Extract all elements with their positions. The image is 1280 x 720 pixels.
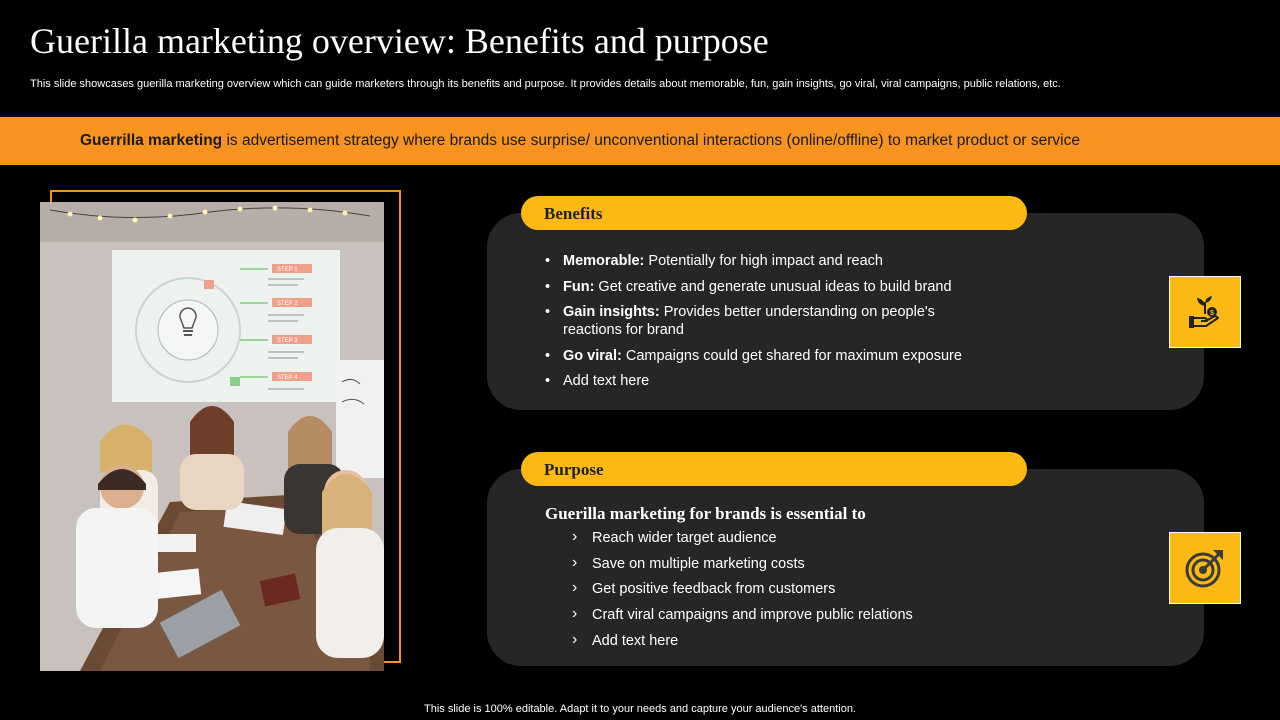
- list-item: [545, 278, 985, 296]
- svg-text:$: $: [1210, 310, 1214, 317]
- benefit-text: Potentially for high impact and reach: [644, 253, 883, 269]
- hand-with-plant-and-coin-icon: [1169, 276, 1241, 348]
- list-item: [545, 372, 985, 390]
- benefit-text: Get creative and generate unusual ideas to build brand: [594, 278, 952, 295]
- target-with-arrow-icon: [1169, 532, 1241, 604]
- benefit-term: Go viral:: [563, 347, 622, 364]
- definition-banner: [0, 117, 1280, 165]
- benefits-list: [545, 252, 985, 398]
- list-item: › Save on multiple marketing costs: [572, 555, 913, 573]
- benefit-text: Add text here: [563, 373, 650, 389]
- benefit-term: Gain insights:: [563, 304, 660, 320]
- banner-term: Guerrilla marketing: [80, 132, 223, 149]
- meeting-photo: [40, 202, 384, 671]
- purpose-header: [521, 452, 1027, 486]
- slide-title: Guerilla marketing overview: Benefits and purpose: [30, 21, 769, 61]
- purpose-list: [572, 529, 913, 657]
- list-item: › Add text here: [572, 632, 913, 650]
- benefits-heading: Benefits: [544, 204, 603, 223]
- list-item: [545, 252, 985, 270]
- list-item: › Reach wider target audience: [572, 529, 913, 547]
- projector-step-label: STEP 3: [277, 338, 298, 344]
- benefit-text: Campaigns could get shared for maximum exposure: [621, 347, 962, 364]
- list-item: › Craft viral campaigns and improve public relations: [572, 606, 913, 624]
- list-item: [545, 303, 985, 339]
- benefit-term: Memorable:: [563, 253, 645, 269]
- slide-footer: This slide is 100% editable. Adapt it to your needs and capture your audience's attention.: [424, 703, 856, 715]
- purpose-heading: Purpose: [544, 460, 604, 479]
- benefit-text: Provides better understanding on people's reactions for brand: [563, 304, 935, 338]
- purpose-subheading: Guerilla marketing for brands is essential to: [545, 504, 866, 523]
- banner-definition: is advertisement strategy where brands use surprise/ unconventional interactions (online/offline) to market product or service: [222, 132, 1080, 149]
- projector-step-label: STEP 2: [277, 301, 298, 307]
- list-item: [545, 347, 985, 365]
- projector-step-label: STEP 1: [277, 267, 298, 273]
- benefits-header: [521, 196, 1027, 230]
- banner-text: [80, 132, 1080, 150]
- projector-step-label: STEP 4: [277, 375, 298, 381]
- slide-subtitle: This slide showcases guerilla marketing overview which can guide marketers through its benefits and purpose. It provides details about memorable, fun, gain insights, go viral, viral campaigns, public relations, etc.: [30, 78, 1061, 90]
- benefit-term: Fun:: [563, 278, 595, 295]
- list-item: › Get positive feedback from customers: [572, 580, 913, 598]
